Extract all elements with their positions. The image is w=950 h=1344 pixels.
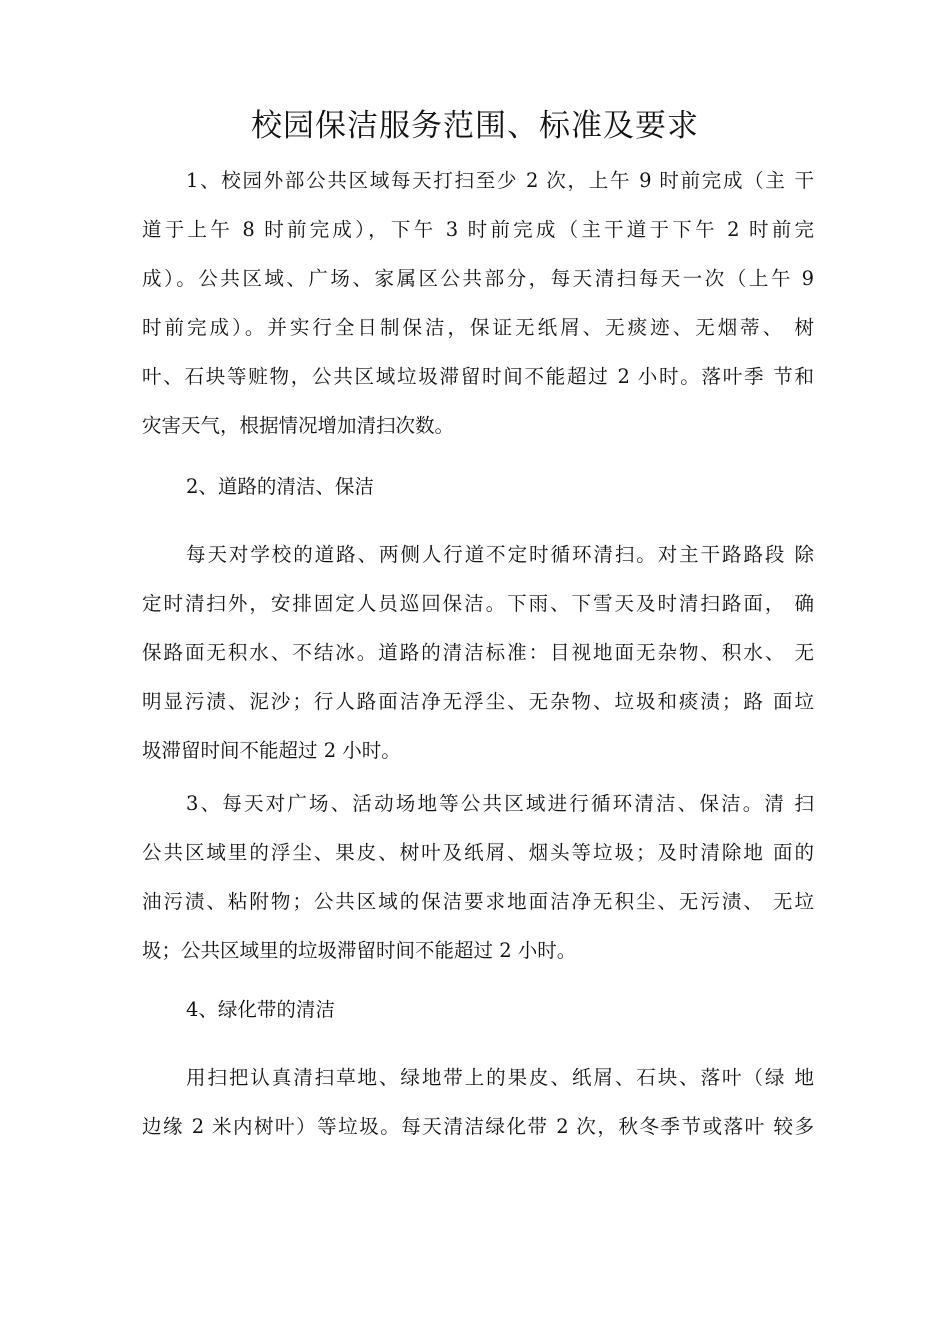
paragraph-3-line-3: 保路面无积水、不结冰。道路的清洁标准：目视地面无杂物、积水、 无 bbox=[142, 641, 814, 664]
paragraph-1-line-3: 成）。公共区域、广场、家属区公共部分，每天清扫每天一次（上午 9 bbox=[142, 267, 814, 290]
paragraph-4-line-1: 3、每天对广场、活动场地等公共区域进行循环清洁、保洁。清 扫 bbox=[186, 792, 814, 815]
paragraph-3-line-4: 明显污渍、泥沙；行人路面洁净无浮尘、无杂物、垃圾和痰渍；路 面垃 bbox=[142, 690, 814, 713]
paragraph-1-line-2: 道于上午 8 时前完成），下午 3 时前完成（主干道于下午 2 时前完 bbox=[142, 218, 814, 241]
section-heading-greenbelt: 4、绿化带的清洁 bbox=[186, 998, 335, 1021]
section-heading-roads: 2、道路的清洁、保洁 bbox=[186, 475, 374, 498]
paragraph-6-line-1: 用扫把认真清扫草地、绿地带上的果皮、纸屑、石块、落叶（绿 地 bbox=[186, 1066, 814, 1089]
paragraph-3-line-2: 定时清扫外，安排固定人员巡回保洁。下雨、下雪天及时清扫路面， 确 bbox=[142, 592, 814, 615]
paragraph-1-line-5: 叶、石块等赃物，公共区域垃圾滞留时间不能超过 2 小时。落叶季 节和 bbox=[142, 365, 814, 388]
paragraph-1-line-1: 1、校园外部公共区域每天打扫至少 2 次，上午 9 时前完成（主 干 bbox=[186, 169, 814, 192]
paragraph-4-line-2: 公共区域里的浮尘、果皮、树叶及纸屑、烟头等垃圾；及时清除地 面的 bbox=[142, 841, 814, 864]
paragraph-3-line-1: 每天对学校的道路、两侧人行道不定时循环清扫。对主干路路段 除 bbox=[186, 543, 814, 566]
page-title: 校园保洁服务范围、标准及要求 bbox=[251, 108, 699, 144]
paragraph-1-line-6: 灾害天气，根据情况增加清扫次数。 bbox=[142, 414, 455, 437]
paragraph-3-line-5: 圾滞留时间不能超过 2 小时。 bbox=[142, 739, 401, 762]
paragraph-4-line-4: 圾；公共区域里的垃圾滞留时间不能超过 2 小时。 bbox=[142, 939, 577, 962]
paragraph-1-line-4: 时前完成）。并实行全日制保洁，保证无纸屑、无痰迹、无烟蒂、 树 bbox=[142, 316, 814, 339]
paragraph-4-line-3: 油污渍、粘附物；公共区域的保洁要求地面洁净无积尘、无污渍、 无垃 bbox=[142, 890, 814, 913]
paragraph-6-line-2: 边缘 2 米内树叶）等垃圾。每天清洁绿化带 2 次，秋冬季节或落叶 较多 bbox=[142, 1115, 814, 1138]
